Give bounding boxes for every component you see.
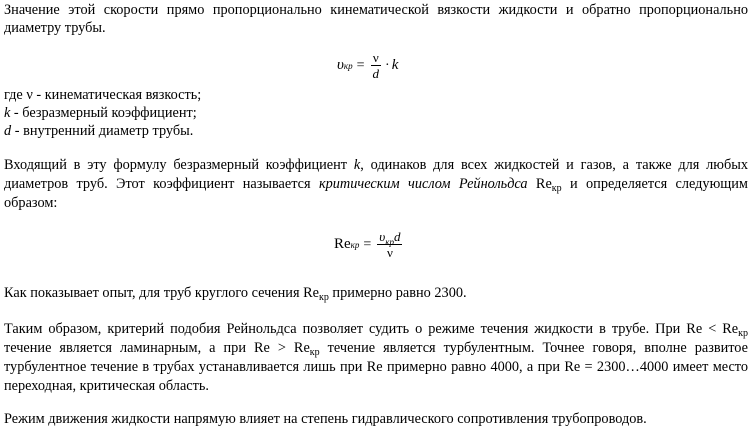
conclusion-paragraph: Режим движения жидкости напрямую влияет на степень гидравлического сопротивления трубопроводов. bbox=[4, 411, 647, 427]
text-run: течение является турбулентным. Точнее говоря, вполне развитое турбулентное течение в трубах устанавливается лишь при Re примерно равно 4000, а при Re = 2300…4000 имеет место переходная, критическая область. bbox=[4, 340, 748, 394]
factor-k: k bbox=[391, 57, 399, 73]
fraction bbox=[371, 50, 382, 81]
fraction-numerator bbox=[377, 229, 402, 247]
fraction-denominator: d bbox=[372, 66, 380, 81]
text-run: , одинаков для всех жидкостей и газов, а также для любых диаметров труб. Этот коэффициент называется bbox=[4, 157, 748, 192]
flow-regime-paragraph bbox=[4, 320, 748, 396]
equals-sign: = bbox=[363, 236, 372, 252]
text-run: и определяется следующим образом: bbox=[4, 176, 748, 211]
fraction-numerator: ν bbox=[372, 50, 379, 65]
definition-d-symbol: d bbox=[4, 123, 12, 139]
text-run: примерно равно 2300. bbox=[328, 285, 467, 301]
re-subscript: кр bbox=[551, 183, 562, 194]
definition-d-text: - внутренний диаметр трубы. bbox=[11, 123, 194, 139]
definition-k-symbol: k bbox=[4, 105, 11, 121]
equals-sign: = bbox=[356, 57, 365, 73]
text-run: Входящий в эту формулу безразмерный коэффициент bbox=[4, 157, 354, 173]
re-symbol: Re bbox=[334, 236, 351, 252]
k-symbol: k bbox=[353, 157, 361, 173]
velocity-subscript: кр bbox=[385, 237, 394, 247]
definition-k-text: - безразмерный коэффициент; bbox=[10, 105, 197, 121]
text-run: Таким образом, критерий подобия Рейнольдса позволяет судить о режиме течения жидкости в трубе. При Re < Re bbox=[4, 321, 739, 337]
definition-nu: где ν - кинематическая вязкость; bbox=[4, 87, 202, 103]
text-run: Как показывает опыт, для труб круглого сечения Re bbox=[4, 285, 319, 301]
velocity-symbol: υ bbox=[379, 229, 386, 244]
velocity-symbol: υ bbox=[337, 57, 344, 73]
re-subscript: кр bbox=[738, 328, 748, 339]
intro-paragraph: Значение этой скорости прямо пропорционально кинематической вязкости жидкости и обратно пропорционально диаметру трубы. bbox=[4, 2, 748, 36]
definition-d bbox=[4, 122, 748, 140]
critical-velocity-formula: υ кр = $\frac{\nu}{d}$ · k bbox=[337, 50, 399, 81]
critical-reynolds-term: критическим числом Рейнольдса bbox=[318, 176, 528, 192]
text-run: течение является ламинарным, а при Re > Re bbox=[4, 340, 310, 356]
fraction bbox=[377, 229, 402, 260]
diameter-symbol: d bbox=[393, 229, 401, 244]
reynolds-formula: Re кр = $\frac{\upsilon_{кр}d}{\nu}$ bbox=[334, 229, 401, 260]
coefficient-paragraph bbox=[4, 156, 748, 213]
re-subscript: кр bbox=[318, 292, 329, 303]
experience-paragraph bbox=[4, 284, 748, 302]
re-subscript: кр bbox=[309, 347, 320, 358]
re-symbol: Re bbox=[527, 176, 552, 192]
fraction-denominator: ν bbox=[386, 245, 393, 260]
definition-k bbox=[4, 104, 748, 122]
multiply-dot: · bbox=[385, 57, 390, 73]
